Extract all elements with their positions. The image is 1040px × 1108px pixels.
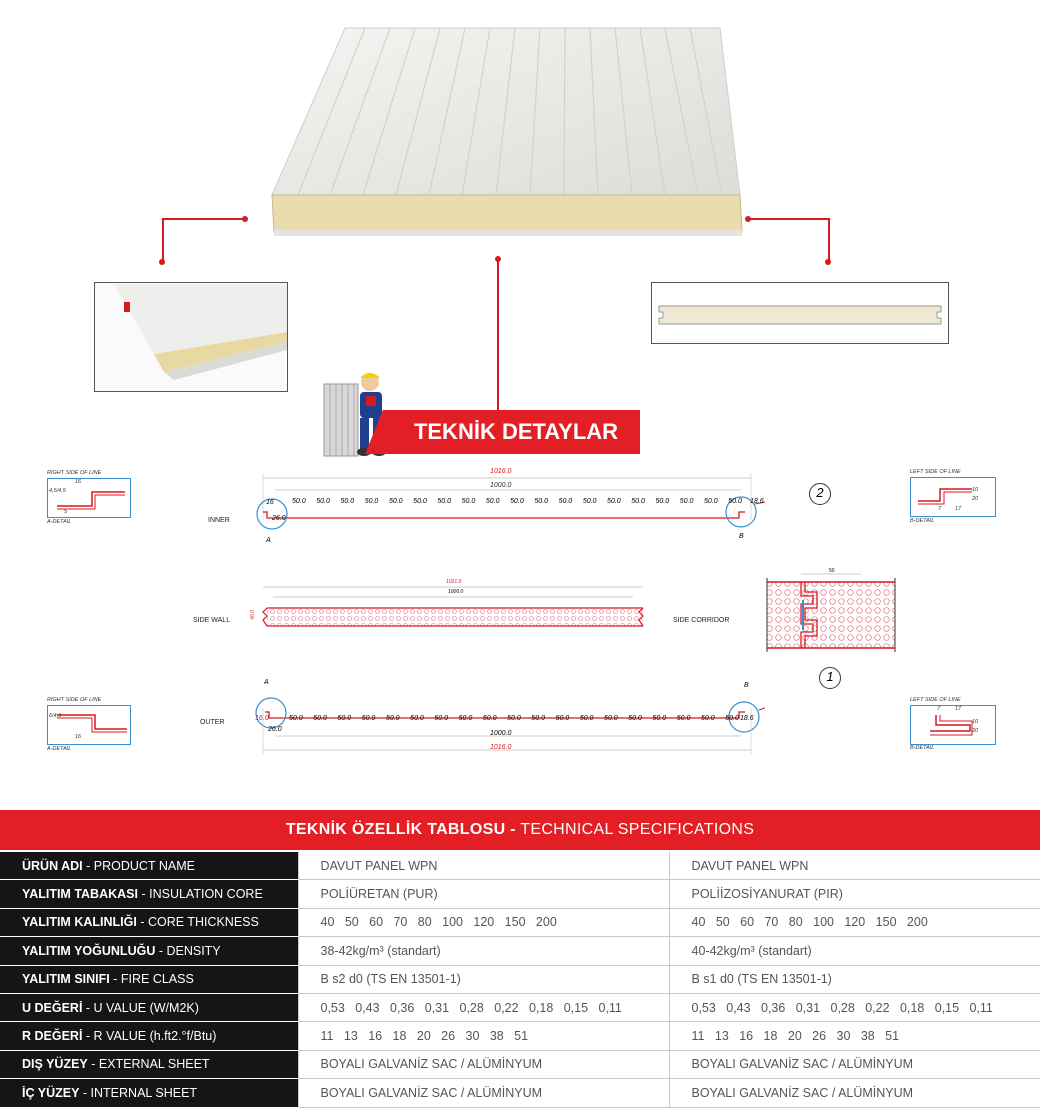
row-key-tr: YALITIM TABAKASI [22,887,138,902]
inner-profile-drawing [255,470,765,540]
pir-value: 0,53 0,43 0,36 0,31 0,28 0,22 0,18 0,15 0,11 [669,993,1040,1021]
label-a-outer: A [264,679,269,686]
dim-16-outer: 16.0 [255,715,269,722]
inner-label: INNER [208,517,230,524]
dim-50: 50.0 [507,715,521,722]
dim-50: 50.0 [385,715,400,722]
dim-17-top: 17 [955,506,962,512]
b-detail-drawing-top [910,477,996,517]
dim-50: 50.0 [364,498,379,505]
dim-50: 50.0 [434,715,449,722]
pur-value: 38-42kg/m³ (standart) [298,937,669,965]
dim-50: 50.0 [607,498,621,505]
b-detail-label-top: B-DETAIL [910,518,935,524]
dim-50: 50.0 [289,715,303,722]
spec-table-header [0,810,1040,850]
panel-closeup-image [94,282,288,392]
dim-50: 50.0 [655,498,670,505]
dim-26-outer: 26.0 [268,726,282,733]
row-key-tr: U DEĞERİ [22,1000,83,1015]
b-detail-drawing-bottom [910,705,996,745]
dim-26-inner: 26.0 [272,515,286,522]
dim-50: 50.0 [631,498,645,505]
label-b-inner: B [739,533,744,540]
inner-50-dims [292,498,742,505]
dim-1000-inner: 1000.0 [490,482,512,489]
technical-details-banner [392,410,640,454]
pir-value: BOYALI GALVANİZ SAC / ALÜMİNYUM [669,1079,1040,1107]
dim-50: 50.0 [510,498,524,505]
dim-50: 50.0 [482,715,497,722]
callout-2-label: 2 [816,485,824,500]
spec-header-bold: TEKNİK ÖZELLİK TABLOSU - [285,821,516,838]
table-row [0,880,1040,908]
dim-50: 50.0 [485,498,500,505]
row-key-en: - CORE THICKNESS [140,915,259,930]
dim-50: 50.0 [340,498,355,505]
row-key-tr: İÇ YÜZEY [22,1085,80,1100]
left-side-label-bottom: LEFT SIDE OF LINE [910,697,961,703]
dim-1000-outer: 1000.0 [490,730,512,737]
spec-table [0,852,1040,1108]
b-detail-label-bottom: B-DETAIL [910,745,935,751]
side-corridor-label: SIDE CORRIDOR [673,617,730,624]
pur-value: 40 50 60 70 80 100 120 150 200 [298,908,669,936]
pur-value: BOYALI GALVANİZ SAC / ALÜMİNYUM [298,1079,669,1107]
table-row [0,1022,1040,1050]
dim-40: 40.0 [249,610,256,620]
dim-50: 50.0 [534,498,548,505]
dim-50: 50.0 [582,498,597,505]
dim-16-top: 16 [75,479,82,485]
dim-50-joint: 50 [829,568,835,574]
dim-50: 50.0 [413,498,427,505]
dim-50: 50.0 [458,715,473,722]
dim-18-inner: 18.6 [750,498,764,505]
pir-value: B s1 d0 (TS EN 13501-1) [669,965,1040,993]
dim-1016-inner: 1016.0 [490,468,512,475]
row-key-en: - FIRE CLASS [113,972,194,987]
dim-50: 50.0 [461,498,476,505]
table-row [0,965,1040,993]
left-side-label-top: LEFT SIDE OF LINE [910,469,961,475]
row-key-tr: YALITIM KALINLIĞI [22,915,137,930]
pir-value: 40 50 60 70 80 100 120 150 200 [669,908,1040,936]
panel-section-image [651,282,949,344]
pir-value: POLİİZOSİYANURAT (PIR) [669,880,1040,908]
row-key-tr: DIŞ YÜZEY [22,1057,88,1072]
dim-4-top: 4,5/4,5 [49,488,66,494]
table-row [0,852,1040,880]
row-key-en: - R VALUE (h.ft2.°f/Btu) [85,1029,217,1044]
banner-title: TEKNİK DETAYLAR [413,419,619,444]
a-detail-label-top: A-DETAIL [47,519,72,525]
pur-value: DAVUT PANEL WPN [298,852,669,880]
dim-1000-sidewall: 1000.0 [448,589,464,595]
dim-10-bottom: 10 [972,719,979,725]
dim-50: 50.0 [703,498,718,505]
callout-1-label: 1 [826,669,834,684]
dim-50: 50.0 [628,715,642,722]
dim-50: 50.0 [725,715,739,722]
table-row [0,908,1040,936]
dim-50: 50.0 [555,715,570,722]
table-row [0,1050,1040,1078]
dim-16-bottom: 16 [75,734,82,740]
pur-value: 0,53 0,43 0,36 0,31 0,28 0,22 0,18 0,15 0,11 [298,993,669,1021]
dim-6-bottom: 6/4,5 [49,713,62,719]
dim-7-top: 7 [938,506,942,512]
dim-18-outer: 18.6 [740,715,754,722]
outer-label: OUTER [200,719,225,726]
dim-1016-outer: 1016.0 [490,744,512,751]
pur-value: POLİÜRETAN (PUR) [298,880,669,908]
pir-value: DAVUT PANEL WPN [669,852,1040,880]
label-b-outer: B [744,682,749,689]
dim-50: 50.0 [700,715,715,722]
dim-5-top: 5 [64,509,68,515]
dim-50: 50.0 [292,498,306,505]
dim-50: 50.0 [316,498,330,505]
panel-main-image [260,20,760,250]
dim-50: 50.0 [361,715,376,722]
pur-value: 11 13 16 18 20 26 30 38 51 [298,1022,669,1050]
side-wall-label: SIDE WALL [193,617,231,624]
label-a-inner: A [266,537,271,544]
row-key-tr: YALITIM SINIFI [22,972,110,987]
dim-1021: 1021.0 [446,579,462,585]
dim-50: 50.0 [676,715,691,722]
right-side-label-top: RIGHT SIDE OF LINE [47,470,102,476]
dim-50: 50.0 [437,498,452,505]
row-key-tr: R DEĞERİ [22,1029,83,1044]
spec-header-light: TECHNICAL SPECIFICATIONS [520,821,755,838]
row-key-en: - INSULATION CORE [141,887,263,902]
dim-50: 50.0 [558,498,573,505]
dim-50: 50.0 [410,715,424,722]
dim-50: 50.0 [728,498,742,505]
dim-50: 50.0 [604,715,618,722]
pur-value: B s2 d0 (TS EN 13501-1) [298,965,669,993]
dim-50: 50.0 [531,715,545,722]
row-key-en: - EXTERNAL SHEET [91,1057,210,1072]
a-detail-drawing-bottom [47,705,131,745]
joint-detail-drawing [765,570,897,660]
table-row [0,937,1040,965]
outer-50-dims [289,715,739,722]
dim-20-bottom: 20 [972,728,979,734]
table-row [0,993,1040,1021]
row-key-tr: YALITIM YOĞUNLUĞU [22,943,156,958]
pur-value: BOYALI GALVANİZ SAC / ALÜMİNYUM [298,1050,669,1078]
dim-50: 50.0 [652,715,667,722]
dim-16-inner: 16 [266,499,274,506]
a-detail-drawing-top [47,478,131,518]
dim-50: 50.0 [388,498,403,505]
dim-10-top: 10 [972,487,979,493]
row-key-tr: ÜRÜN ADI [22,858,83,873]
pir-value: BOYALI GALVANİZ SAC / ALÜMİNYUM [669,1050,1040,1078]
dim-50: 50.0 [337,715,352,722]
pir-value: 11 13 16 18 20 26 30 38 51 [669,1022,1040,1050]
row-key-en: - INTERNAL SHEET [82,1085,198,1100]
a-detail-label-bottom: A-DETAIL [47,746,72,752]
right-side-label-bottom: RIGHT SIDE OF LINE [47,697,102,703]
dim-20-top: 20 [972,496,979,502]
dim-50: 50.0 [679,498,694,505]
row-key-en: - U VALUE (W/M2K) [85,1000,199,1015]
dim-50: 50.0 [313,715,327,722]
row-key-en: - DENSITY [158,943,221,958]
pir-value: 40-42kg/m³ (standart) [669,937,1040,965]
dim-17-bottom: 17 [955,706,962,712]
dim-7-bottom: 7 [937,706,941,712]
row-key-en: - PRODUCT NAME [86,858,195,873]
dim-50: 50.0 [579,715,594,722]
table-row [0,1079,1040,1107]
